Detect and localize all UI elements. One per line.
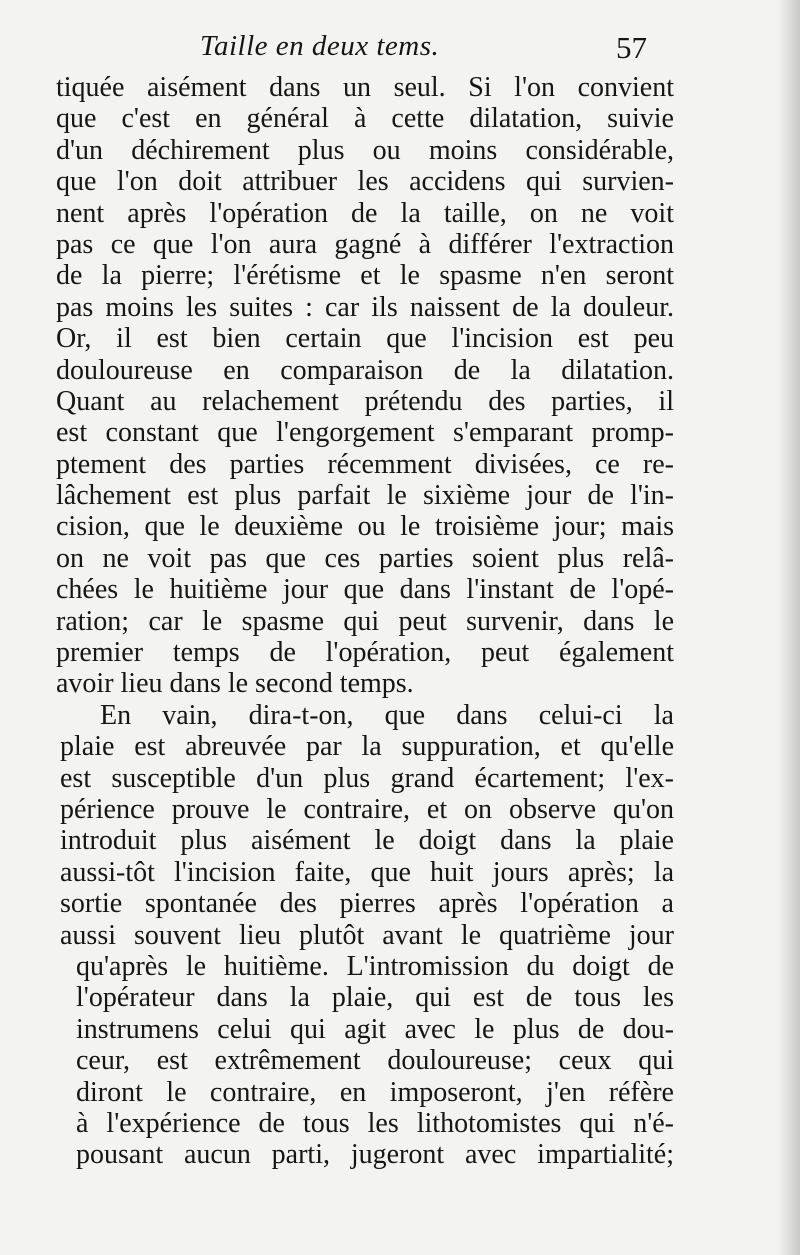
text-line: Quant au relachement prétendu des parties, il <box>56 385 674 417</box>
text-line: aussi souvent lieu plutôt avant le quatrième jour <box>60 919 674 951</box>
text-line: lâchement est plus parfait le sixième jour de l'in- <box>56 480 674 512</box>
text-line: de la pierre; l'érétisme et le spasme n'en seront <box>56 260 674 292</box>
text-line: est constant que l'engorgement s'emparant promp- <box>56 417 674 449</box>
page-header <box>0 26 800 70</box>
text-line: Or, il est bien certain que l'incision est peu <box>56 323 674 355</box>
running-title: Taille en deux tems. <box>200 30 440 62</box>
text-line: ptement des parties récemment divisées, ce re- <box>56 448 674 480</box>
text-line: avoir lieu dans le second temps. <box>56 668 414 700</box>
text-line: instrumens celui qui agit avec le plus de dou- <box>76 1013 674 1045</box>
text-line: sortie spontanée des pierres après l'opération a <box>60 888 674 920</box>
page-number: 57 <box>616 30 647 65</box>
text-line: on ne voit pas que ces parties soient plus relâ- <box>56 542 674 574</box>
text-line: l'opérateur dans la plaie, qui est de tous les <box>76 982 674 1014</box>
text-line: est susceptible d'un plus grand écartement; l'ex- <box>60 762 674 794</box>
body-text <box>56 72 674 1171</box>
text-line: En vain, dira-t-on, que dans celui-ci la <box>100 699 674 731</box>
text-line: cision, que le deuxième ou le troisième jour; mais <box>56 511 674 543</box>
text-line: plaie est abreuvée par la suppuration, et qu'elle <box>60 731 674 763</box>
text-line: ration; car le spasme qui peut survenir, dans le <box>56 605 674 637</box>
text-line: ceur, est extrêmement douloureuse; ceux qui <box>76 1045 674 1077</box>
text-line: d'un déchirement plus ou moins considérable, <box>56 134 674 166</box>
text-line: introduit plus aisément le doigt dans la plaie <box>60 825 674 857</box>
text-line: périence prouve le contraire, et on observe qu'on <box>60 793 674 825</box>
text-line: qu'après le huitième. L'intromission du doigt de <box>76 950 674 982</box>
text-line: chées le huitième jour que dans l'instant de l'opé- <box>56 574 674 606</box>
text-line: premier temps de l'opération, peut également <box>56 637 674 669</box>
text-line: que l'on doit attribuer les accidens qui survien- <box>56 166 674 198</box>
text-line: aussi-tôt l'incision faite, que huit jours après; la <box>60 856 674 888</box>
text-line: diront le contraire, en imposeront, j'en réfère <box>76 1076 674 1108</box>
paragraph-1 <box>56 72 674 700</box>
text-line: à l'expérience de tous les lithotomistes qui n'é- <box>76 1107 674 1139</box>
text-line: pousant aucun parti, jugeront avec impartialité; <box>76 1139 674 1171</box>
text-line: pas ce que l'on aura gagné à différer l'extraction <box>56 228 674 260</box>
text-line: nent après l'opération de la taille, on ne voit <box>56 197 674 229</box>
text-line: que c'est en général à cette dilatation, suivie <box>56 103 674 135</box>
text-line: tiquée aisément dans un seul. Si l'on convient <box>56 72 674 103</box>
page-edge-shadow <box>778 0 800 1255</box>
paragraph-2 <box>56 700 674 1171</box>
text-line: douloureuse en comparaison de la dilatation. <box>56 354 674 386</box>
text-line: pas moins les suites : car ils naissent de la douleur. <box>56 291 674 323</box>
